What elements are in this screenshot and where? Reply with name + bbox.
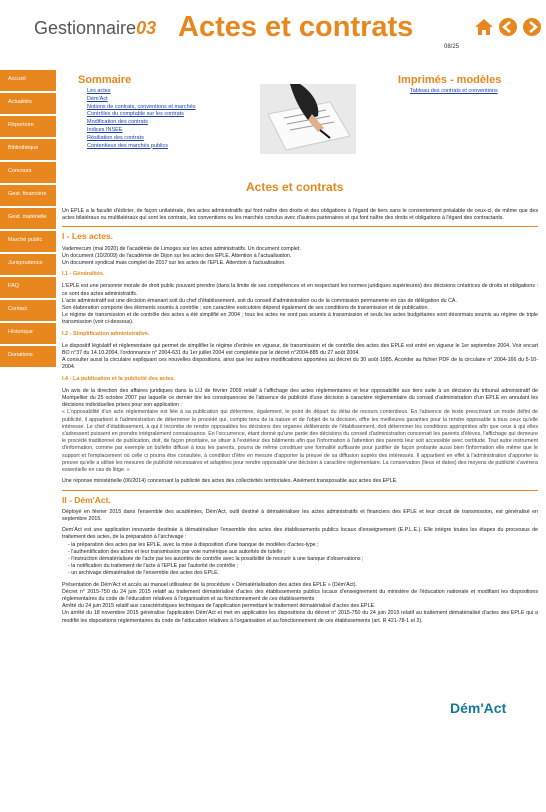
sidebar-item-gest-materielle[interactable]: Gest. matérielle xyxy=(0,208,56,229)
list-item: - un archivage dématérialisé de l'ensemble des actes des EPLE. xyxy=(68,570,220,577)
sidebar-item-contact[interactable]: Contact xyxy=(0,300,56,321)
main-content xyxy=(62,208,538,629)
sidebar-item-donations[interactable]: Donations xyxy=(0,346,56,367)
sidebar-item-faq[interactable]: FAQ xyxy=(0,277,56,298)
sidebar-item-concours[interactable]: Concours xyxy=(0,162,56,183)
intro-paragraph: Un EPLE a la faculté d'édicter, de façon unilatérale, des actes administratifs qui font naître des droits et des obligations à l'égard de tiers sans le consentement préalable de ceux-ci, de même que des actes bilatéraux ou multilatéraux qui sont les contrats, les conventions ou les marchés conclus avec d'autres partenaires et qui font naître des droits et obligations à l'égard des contractants. xyxy=(62,208,538,222)
publication-intro: Un avis de la direction des affaires juridiques dans la LIJ de février 2009 relatif à l'affichage des actes réglementaires et leur opposabilité aux tiers suite à un décision du tribunal administratif de Montpellier du 25 octobre 2007 par laquelle ce dernier tire les conséquences de l'absence de publicité d'une décision à caractère réglementaire du conseil d'administration d'un EPLE en annulant les décisions individuelles prises pour son application : xyxy=(62,387,538,409)
list-item: - la notification du traitement de l'acte à l'EPLE par l'autorité de contrôle ; xyxy=(68,563,239,570)
sidebar-item-bibliotheque[interactable]: Bibliothèque xyxy=(0,139,56,160)
publication-quote: « L'opposabilité d'un acte réglementaire est liée à sa publication qui détermine, également, le point de départ du délai de recours contentieux. En l'absence de texte prescrivant un mode défini de publicité, il appartient à l'administration de déterminer le procédé qui, compte tenu de la nature et de l'objet de la décision, offre les meilleures garanties pour la rendre opposable à tous ceux qu'elle intéresse. Le chef d'établissement, à qui il incombe de rendre opposables les décisions des organes délibérants de l'établissement, doit déterminer les conditions appropriées afin que ceux à qui elles s'adressent puissent en prendre intégralement connaissance. En l'occurrence, étant donné qu'une partie des décisions du conseil d'administration concernait les parents d'élèves, l'affichage qui demeure le procédé traditionnel de publication, doit, de façon prioritaire, se situer à l'extérieur des bâtiments afin que l'information à l'attention des parents leur soit accessible avec certitude. Tout autre instrument d'information, comme par exemple un bulletin diffusé à tous les parents, pourra de même constituer une formalité suffisante pour justifier de façon probante aussi bien l'information elle même que le support et l'emplacement où celle ci pourra être consultée, à condition d'être en mesure d'apporter la preuve de sa diffusion auprès des intéressés. Il appartient en effet à l'administration d'apporter la preuve qu'elle a utilisé les mesures de publicité nécessaires et adaptées pour rendre opposable une décision à caractère réglementaire. La conservation (lieux et dates) des moyens de publicité s'avérera essentielle en cas de litige. » xyxy=(62,409,538,474)
sidebar-item-accueil[interactable]: Accueil xyxy=(0,70,56,91)
brand-logo[interactable] xyxy=(34,18,156,39)
simplification-p1: Le dispositif législatif et réglementaire qui permet de simplifier le régime d'entrée en vigueur, de transmission et de contrôle des actes des EPLE est entré en vigueur le 1er septembre 2004. Voir encart BO n°37 du 14.10.2004, l'ordonnance n° 2004-631 du 1er juillet 2004 est complétée par le décret n°2004-885 du 27 août 2004. xyxy=(62,342,538,357)
sommaire-heading: Sommaire xyxy=(78,74,132,86)
sommaire-link-resiliation[interactable]: Résiliation des contrats xyxy=(87,134,144,141)
demact-bullet-list xyxy=(62,542,538,578)
content-title: Actes et contrats xyxy=(246,180,344,194)
demact-ref-arrete: Arrêté du 24 juin 2015 relatif aux caractéristiques techniques de l'application permettant le traitement dématérialisé d'actes des EPLE. xyxy=(62,603,376,610)
divider xyxy=(62,490,538,491)
list-item: - l'instruction dématérialisée de l'acte par les autorités de contrôle avec la possibilité de recourir à une banque d'observations ; xyxy=(68,555,364,562)
generalites-p3: Son élaboration comporte des éléments soumis à contrôle ; son caractère exécutoire dépend également de ses conditions de transmission et de publication. xyxy=(62,305,429,312)
forward-arrow-icon[interactable] xyxy=(522,17,542,37)
sidebar-nav xyxy=(0,70,56,369)
demact-intro: Déployé en février 2015 dans l'ensemble des académies, Dém'Act, outil destiné à dématérialiser les actes administratifs et financiers des EPLE et leur circuit de transmission, est généralisé en septembre 2015. xyxy=(62,508,538,522)
sidebar-item-jurisprudence[interactable]: Jurisprudence xyxy=(0,254,56,275)
contract-signing-photo xyxy=(260,84,356,154)
sommaire-links xyxy=(87,88,196,150)
sommaire-link-contentieux[interactable]: Contentieux des marchés publics xyxy=(87,142,169,149)
doc-line-syndical: Un document syndical mais complet de 2017 sur les actes de l'EPLE. Attention à l'actualisation. xyxy=(62,260,286,267)
date-label: 08/25 xyxy=(444,44,460,50)
section-actes-heading: I - Les actes. xyxy=(62,231,114,242)
sommaire-link-indices[interactable]: Indices INSEE xyxy=(87,126,123,133)
generalites-p4: Le régime de transmission et de contrôle des actes a été simplifié en 2004 ; tous les actes ne sont pas soumis à transmission et seuls les actes budgétaires sont désormais soumis au régime de triple transmission (voir ci-dessous). xyxy=(62,312,538,326)
sommaire-link-demact[interactable]: Dém'Act xyxy=(87,95,108,102)
contract-signing-illustration xyxy=(260,84,356,154)
list-item: - l'authentification des actes et leur transmission par voie numérique aux autorités de tutelle ; xyxy=(68,548,286,555)
divider xyxy=(62,226,538,227)
generalites-p1: L'EPLE est une personne morale de droit public pouvant prendre (dans la limite de ses compétences et en respectant les normes juridiques supérieures) des décisions créatrices de droits et obligations : ce sont des actes administratifs. xyxy=(62,283,538,297)
section-generalites-heading: I.1 - Généralités. xyxy=(62,271,105,278)
section-simplification-heading: I.2 - Simplification administrative. xyxy=(62,330,150,337)
imprimes-heading: Imprimés - modèles xyxy=(398,74,502,86)
publication-reponse: Une réponse ministérielle (06/2014) concernant la publicité des actes des collectivités territoriales. Aisément transposable aux actes des EPLE. xyxy=(62,478,398,485)
back-arrow-icon[interactable] xyxy=(498,17,518,37)
sommaire-link-actes[interactable]: Les actes xyxy=(87,88,111,94)
doc-line-vademecum: Vademecum (mai 2020) de l'académie de Limoges sur les actes administratifs. Un document complet. xyxy=(62,245,301,252)
header-nav-icons xyxy=(474,17,542,37)
brand-number: 03 xyxy=(136,18,157,38)
demact-ref-presentation: Présentation de Dém'Act et accès au manuel utilisateur de la procédure « Dématérialisation des actes des EPLE » (Dém'Act). xyxy=(62,581,357,588)
list-item: - la préparation des actes par les EPLE, avec la mise à disposition d'une banque de modèles d'actes-type ; xyxy=(68,541,319,548)
doc-line-dijon: Un document (10/2009) de l'académie de Dijon sur les actes des EPLE. Attention à l'actualisation. xyxy=(62,252,292,259)
sommaire-link-controles[interactable]: Contrôles du comptable sur les contrats xyxy=(87,111,184,118)
brand-text: Gestionnaire xyxy=(34,18,137,38)
sidebar-item-gest-financiere[interactable]: Gest. financière xyxy=(0,185,56,206)
demact-ref-decret: Décret n° 2015-750 du 24 juin 2015 relatif au traitement dématérialisé d'actes des établissements publics locaux d'enseignement du ministère de l'éducation nationale et modifiant les dispositions réglementaires du code de l'éducation relatives à l'organisation et au fonctionnement de ces établissements xyxy=(62,588,538,602)
sidebar-item-actualites[interactable]: Actualités xyxy=(0,93,56,114)
home-icon[interactable] xyxy=(474,17,494,37)
sommaire-link-modification[interactable]: Modification des contrats xyxy=(87,119,148,126)
section-publication-heading: I.4 - La publication et la publicité des actes. xyxy=(62,375,176,382)
demact-logo: Dém'Act xyxy=(450,700,507,716)
page-title: Actes et contrats xyxy=(178,11,414,43)
demact-text: Dem'Act est une application innovante destinée à dématérialiser l'ensemble des actes des établissements publics locaux d'enseignement (E.P.L.E.). Elle intègre toutes les étapes du processus de traitement des actes, de la préparation à l'archivage : xyxy=(62,527,538,541)
simplification-p2: A consulter aussi la circulaire expliquant ces nouvelles dispositions, ainsi que les autres modifications apportées au décret du 30 août 1985. Accéder au fichier PDF de la circulaire n° 2004-166 du 5-10-2004. xyxy=(62,357,538,371)
sidebar-item-marche-public[interactable]: Marché public xyxy=(0,231,56,252)
sidebar-item-historique[interactable]: Historique xyxy=(0,323,56,344)
section-demact-heading: II - Dém'Act. xyxy=(62,494,111,505)
generalites-p2: L'acte administratif est une décision émanant soit du chef d'établissement, soit du conseil d'administration ou de la commission permanente en cas de délégation du CA. xyxy=(62,297,457,304)
sommaire-link-notions[interactable]: Notions de contrats, conventions et marchés xyxy=(87,103,196,110)
header xyxy=(0,0,546,62)
sidebar-item-repertoire[interactable]: Répertoire xyxy=(0,116,56,137)
demact-ref-arrete-2015: Un arrêté du 18 novembre 2015 généralise l'application Dém'Act et met en application les dispositions du décret n° 2015-750 du 24 juin 2015 relatif au traitement dématérialisé d'actes des EPLE qui a modifié les dispositions réglementaires du code de l'éducation relatives à l'organisation et au fonctionnement de ces établissements (art. R 421-78-1 et 2). xyxy=(62,610,538,624)
imprimes-link-tableau[interactable]: Tableau des contrats et conventions xyxy=(410,88,498,94)
